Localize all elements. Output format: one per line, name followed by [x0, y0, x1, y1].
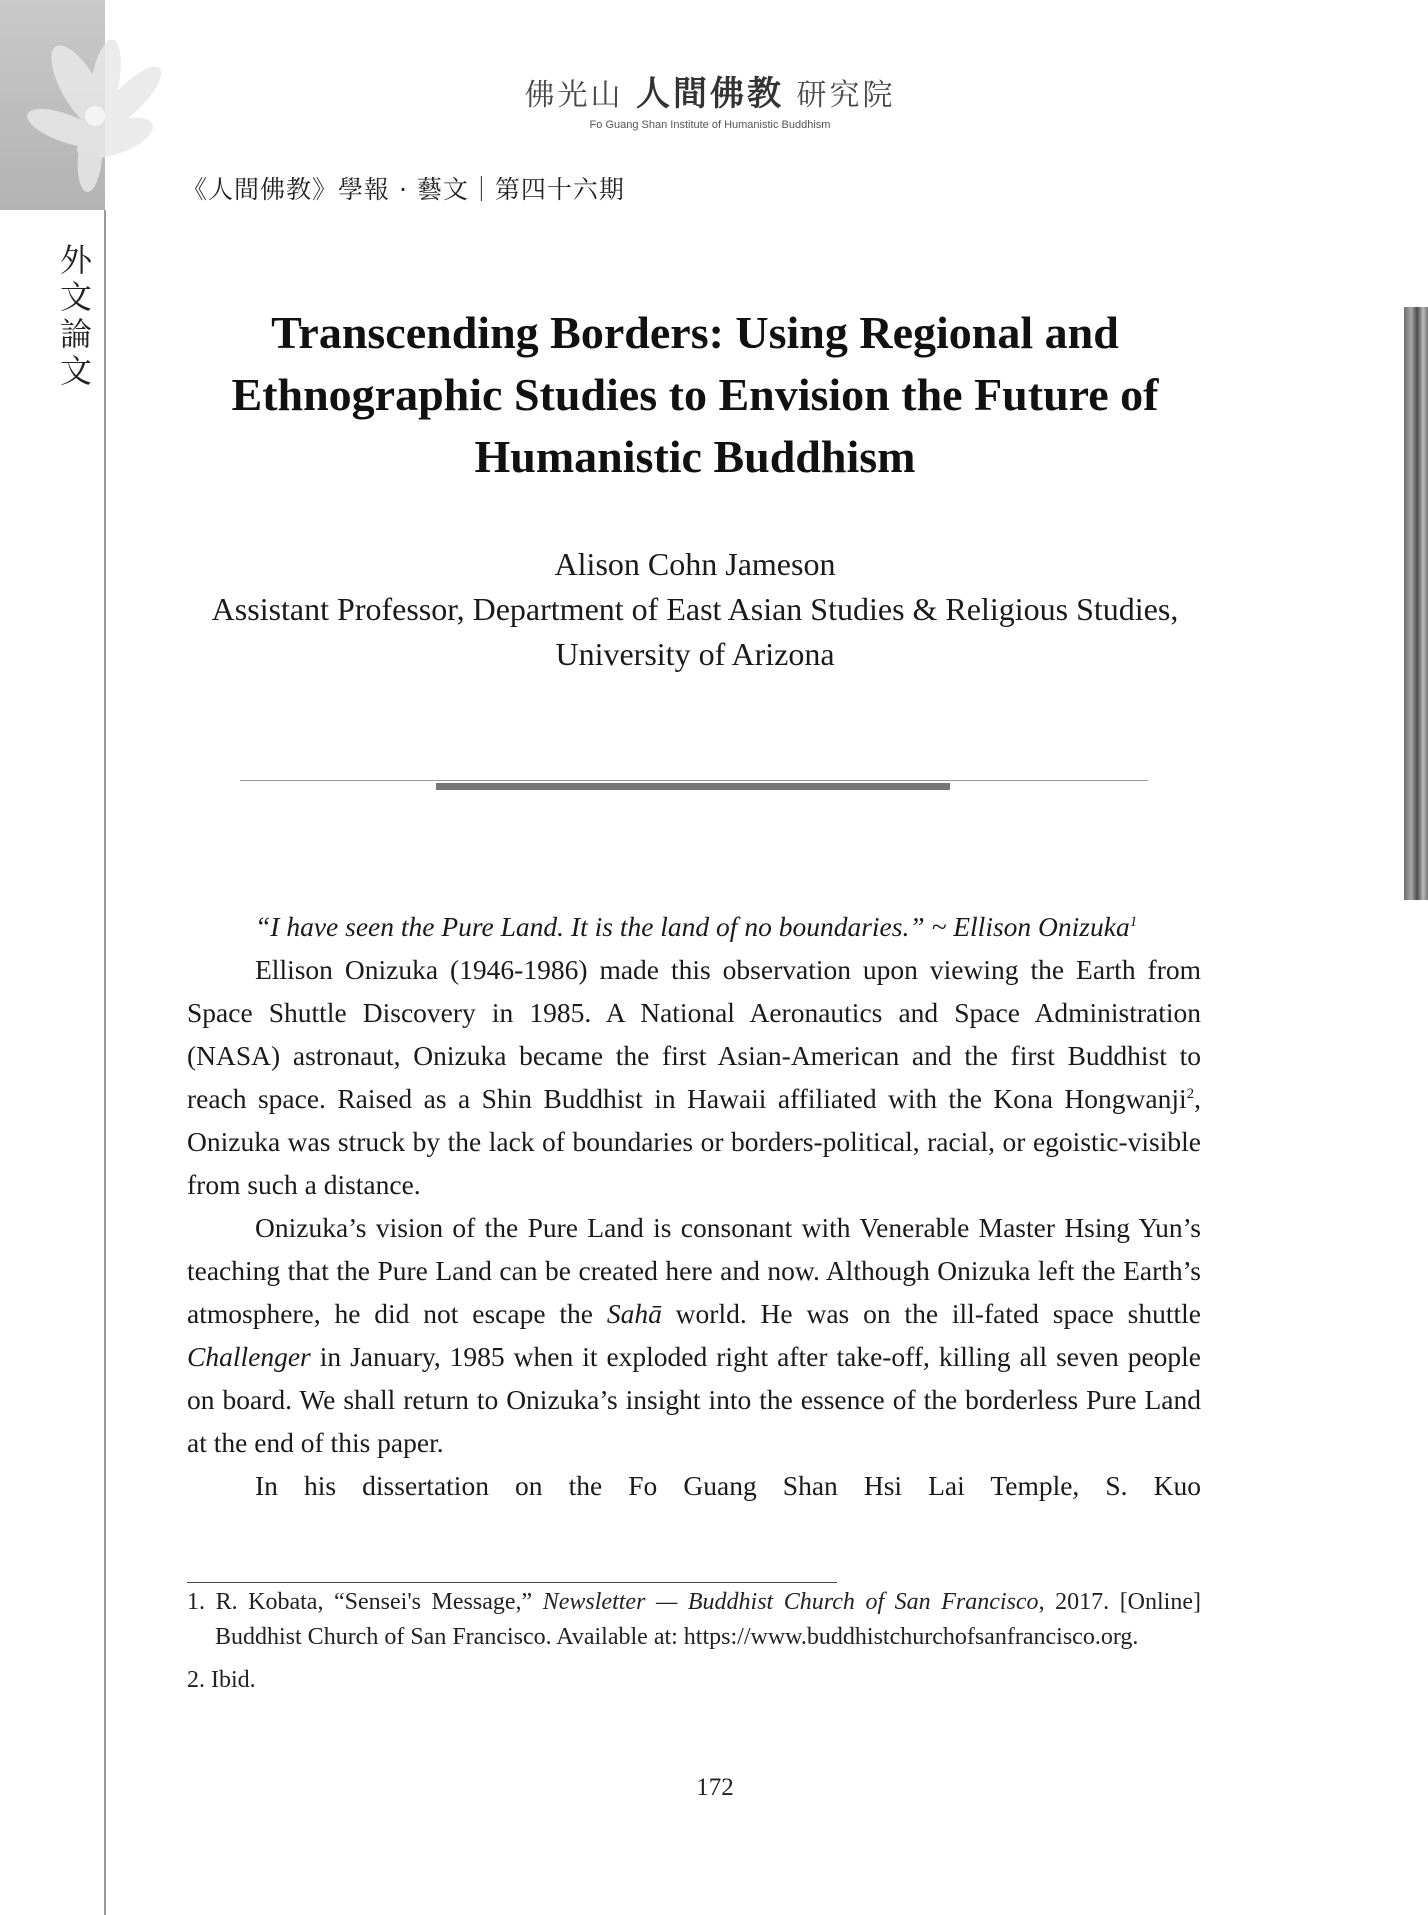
section-side-label — [56, 242, 96, 390]
institute-header — [480, 66, 940, 131]
footnotes — [187, 1585, 1201, 1698]
title-divider-thin — [240, 780, 1148, 781]
author-affiliation: Assistant Professor, Department of East Asian Studies & Religious Studies, University of Arizona — [211, 591, 1179, 672]
lotus-flower-icon — [20, 28, 200, 208]
title-divider-thick — [436, 783, 950, 790]
margin-rule — [104, 210, 106, 1915]
side-label-char: 文 — [59, 278, 92, 316]
footnote-ref[interactable]: 1 — [1129, 913, 1138, 930]
side-label-char: 外 — [59, 241, 92, 279]
footnote-ref[interactable]: 2 — [1186, 1085, 1195, 1102]
footnote-2: 2. Ibid. — [187, 1667, 256, 1693]
page-number: 172 — [696, 1774, 734, 1801]
body-paragraph: Onizuka’s vision of the Pure Land is consonant with Venerable Master Hsing Yun’s teaching that the Pure Land can be created here and now. Although Onizuka left the Earth’s atmosphere, he did not escape the Sahā world. He was on the ill-fated space shuttle Challenger in January, 1985 when it exploded right after take-off, killing all seven people on board. We shall return to Onizuka’s insight into the essence of the borderless Pure Land at the end of this paper. — [187, 1212, 1201, 1458]
author-name: Alison Cohn Jameson — [554, 546, 836, 582]
corner-decoration — [0, 0, 105, 210]
institute-brand-logotype: 人間佛教 — [636, 74, 784, 114]
body-paragraph: In his dissertation on the Fo Guang Shan Hsi Lai Temple, S. Kuo — [255, 1470, 1201, 1501]
body-paragraph: Ellison Onizuka (1946-1986) made this observation upon viewing the Earth from Space Shuttle Discovery in 1985. A National Aeronautics and Space Administration (NASA) astronaut, Onizuka became the first Asian-American and the first Buddhist to reach space. Raised as a Shin Buddhist in Hawaii affiliated with the Kona Hongwanji$^2$, Onizuka was struck by the lack of boundaries or borders-political, racial, or egoistic-visible from such a distance. — [187, 954, 1201, 1200]
article-title: Transcending Borders: Using Regional and Ethnographic Studies to Envision the Future of Humanistic Buddhism — [231, 307, 1159, 482]
side-label-char: 文 — [59, 352, 92, 390]
page-edge-image-strip — [1404, 307, 1428, 900]
author-block — [150, 542, 1240, 677]
footnote-1: 1. R. Kobata, “Sensei's Message,” Newsletter — Buddhist Church of San Francisco, 2017. [Online] Buddhist Church of San Francisco. Available at: https://www.buddhistchurchofsanfrancisco.org. — [187, 1589, 1201, 1650]
institute-name-en: Fo Guang Shan Institute of Humanistic Buddhism — [589, 119, 831, 131]
institute-name: 佛光山 人間佛教 研究院 — [524, 74, 896, 114]
article-body — [187, 905, 1201, 1507]
footnote-rule — [187, 1582, 837, 1583]
journal-running-head: 《人間佛教》學報 · 藝文｜第四十六期 — [182, 175, 625, 204]
side-label-char: 論 — [59, 315, 92, 353]
epigraph: “I have seen the Pure Land. It is the land of no boundaries.” ~ Ellison Onizuka$^1$ — [255, 911, 1138, 942]
